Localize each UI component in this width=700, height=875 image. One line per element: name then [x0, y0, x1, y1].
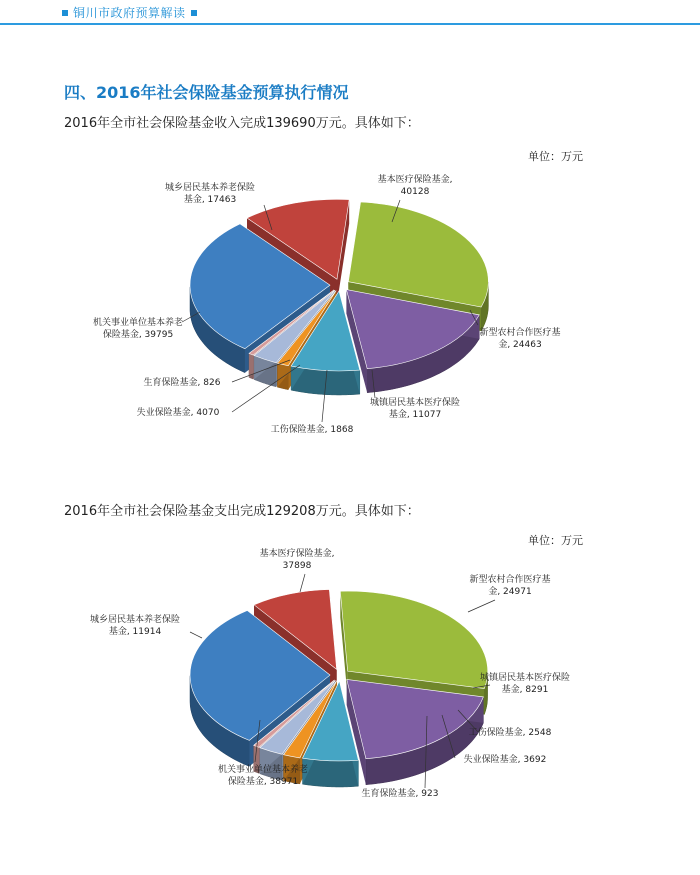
slice-label: 失业保险基金, 4070 — [136, 408, 220, 418]
pie-0 — [190, 199, 488, 395]
section-title: 四、2016年社会保险基金预算执行情况 — [64, 83, 349, 102]
slice-label: 失业保险基金, 3692 — [463, 755, 547, 765]
slice-label: 机关事业单位基本养老保险基金, 39795 — [92, 318, 184, 340]
slice-label: 城乡居民基本养老保险基金, 17463 — [164, 183, 256, 205]
header-title: 铜川市政府预算解读 — [73, 6, 186, 20]
page-header — [0, 0, 700, 28]
leader-line — [300, 574, 305, 592]
slice-label: 城镇居民基本医疗保险基金, 8291 — [479, 673, 571, 695]
slice-label: 新型农村合作医疗基金, 24463 — [479, 328, 561, 350]
square-bullet-icon — [191, 10, 197, 16]
header-label — [62, 4, 197, 21]
slice-label: 城乡居民基本养老保险基金, 11914 — [89, 615, 181, 637]
income-pie-chart — [0, 160, 700, 460]
income-intro: 2016年全市社会保险基金收入完成139690万元。具体如下： — [64, 116, 420, 131]
leader-line — [468, 600, 495, 612]
expense-pie-chart — [0, 540, 700, 860]
slice-label: 新型农村合作医疗基金, 24971 — [469, 575, 551, 597]
expense-unit: 单位：万元 — [528, 534, 583, 547]
slice-label: 机关事业单位基本养老保险基金, 38971 — [217, 765, 309, 787]
slice-label: 生育保险基金, 923 — [361, 789, 439, 799]
slice-label: 城镇居民基本医疗保险基金, 11077 — [369, 398, 461, 420]
leader-line — [190, 632, 202, 638]
slice-label: 基本医疗保险基金, 37898 — [259, 549, 335, 571]
slice-label: 生育保险基金, 826 — [143, 378, 221, 388]
slice-label: 基本医疗保险基金, 40128 — [377, 175, 453, 197]
income-unit: 单位：万元 — [528, 150, 583, 163]
square-bullet-icon — [62, 10, 68, 16]
slice-label: 工伤保险基金, 2548 — [468, 728, 552, 738]
header-rule — [0, 23, 700, 25]
expense-intro: 2016年全市社会保险基金支出完成129208万元。具体如下： — [64, 504, 420, 519]
pie-1 — [190, 590, 488, 788]
slice-label: 工伤保险基金, 1868 — [270, 425, 354, 435]
